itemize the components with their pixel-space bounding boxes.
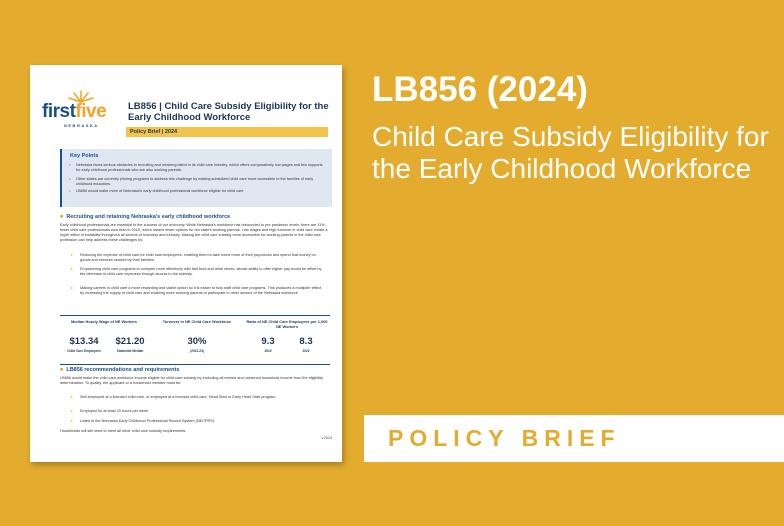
logo-subtext: NEBRASKA <box>64 123 99 128</box>
key-point-item: ▸ Other states are currently piloting programs to address this challenge by making subsidized child care more accessible to the families of early childhood educators. <box>76 177 326 187</box>
policy-brief-label: POLICY BRIEF <box>388 425 621 451</box>
section-bullet: ▸ Reducing the expense of child care for child care employees, enabling them to take home more of their paychecks and spend that money on goods and services needed by their families. <box>80 253 325 263</box>
key-points-box <box>60 149 332 207</box>
wage-stat-header: Median Hourly Wage of NE Workers <box>71 319 137 324</box>
logo-wordmark: firstfive <box>42 101 107 122</box>
section-bullet: ▸ Listed in the Nebraska Early Childhood Professional Record System (NECPRS). <box>80 419 325 424</box>
ratio-stat-label: 2022 <box>302 349 310 353</box>
ratio-stat-header: Ratio of NE Child Care Employees per 1,000 NE Workers <box>246 319 328 329</box>
section-bullet: ▸ Empowering child care programs to compete more effectively with fast food and retail stores, whose ability to offer higher pay would be offset by the decrease in child care expenses through access to the subsidy. <box>80 267 325 277</box>
document-subtitle-bar: Policy Brief | 2024 <box>126 127 328 137</box>
turnover-stat-value: 30% <box>187 336 207 347</box>
ratio-stat-label: 2019 <box>264 349 272 353</box>
document-version-code: v.2024 <box>321 436 332 440</box>
page-title: LB856 (2024) <box>372 70 588 109</box>
section-paragraph: LB856 would make the child care workforce income eligible for child care subsidy by excluding all earned and unearned household income from the eligibility determination. To qualify, the applicant or a household member must be: <box>60 376 323 385</box>
section-bullet: ▸ Employed for at least 20 hours per week. <box>80 409 325 414</box>
ratio-stat-value: 8.3 <box>299 336 313 347</box>
closing-paragraph: Households will still need to meet all other child care subsidy requirements. <box>60 429 187 433</box>
section-heading-workforce: ■ Recruiting and retaining Nebraska's early childhood workforce <box>60 214 230 220</box>
wage-stat-label: Statewide Median <box>116 349 144 353</box>
first-five-nebraska-logo <box>42 89 112 131</box>
wage-stat-value: $13.34 <box>69 336 99 347</box>
wage-stat-label: Child Care Employees <box>67 349 101 353</box>
ratio-stat-value: 9.3 <box>261 336 275 347</box>
page-subtitle: Child Care Subsidy Eligibility for the Early Childhood Workforce <box>372 121 769 184</box>
section-bullet: ▸ Self-employed at a licensed child care, or employed at a licensed child care, Head Start or Early Head Start program. <box>80 395 325 400</box>
section-heading-recommendations: ■ LB856 recommendations and requirements <box>60 367 179 373</box>
section-paragraph: Early childhood professionals are essential to the success of our economy. While Nebraska's workforce has rebounded to pre-pandemic levels, there are 11% fewer child care professionals now than in 2019, which means fewer options for our state's working parents. Low wages and high turnover in child care create a ripple effect of instability throughout all sectors of business and industry. Making the child care subsidy more accessible for working parents in the child care profession can help address these challenges by: <box>60 223 328 242</box>
policy-brief-document-preview <box>30 65 342 462</box>
document-title: LB856 | Child Care Subsidy Eligibility for the Early Childhood Workforce <box>128 101 329 123</box>
stats-panel <box>60 315 330 365</box>
turnover-stat-label: (2022-23) <box>190 349 204 353</box>
key-point-item: ▸ Nebraska faces serious obstacles in recruiting and retaining talent in its child care industry, which offers comparatively low wages and few supports for early childhood professionals who are also working parents. <box>76 163 326 173</box>
section-bullet: ▸ Making careers in child care a more rewarding and viable option so it is easier to fully staff child care programs. This produces a multiplier effect by increasing the supply of child care and enabling more working parents to participate in other sectors of the Nebraska workforce. <box>80 286 325 296</box>
key-points-title: Key Points <box>70 153 99 159</box>
turnover-stat-header: Turnover in NE Child Care Workforce <box>162 319 232 324</box>
key-point-item: ▸ LB856 would make more of Nebraska's early childhood professional workforce eligible for child care <box>76 189 326 194</box>
wage-stat-value: $21.20 <box>115 336 145 347</box>
policy-brief-banner <box>364 415 784 462</box>
